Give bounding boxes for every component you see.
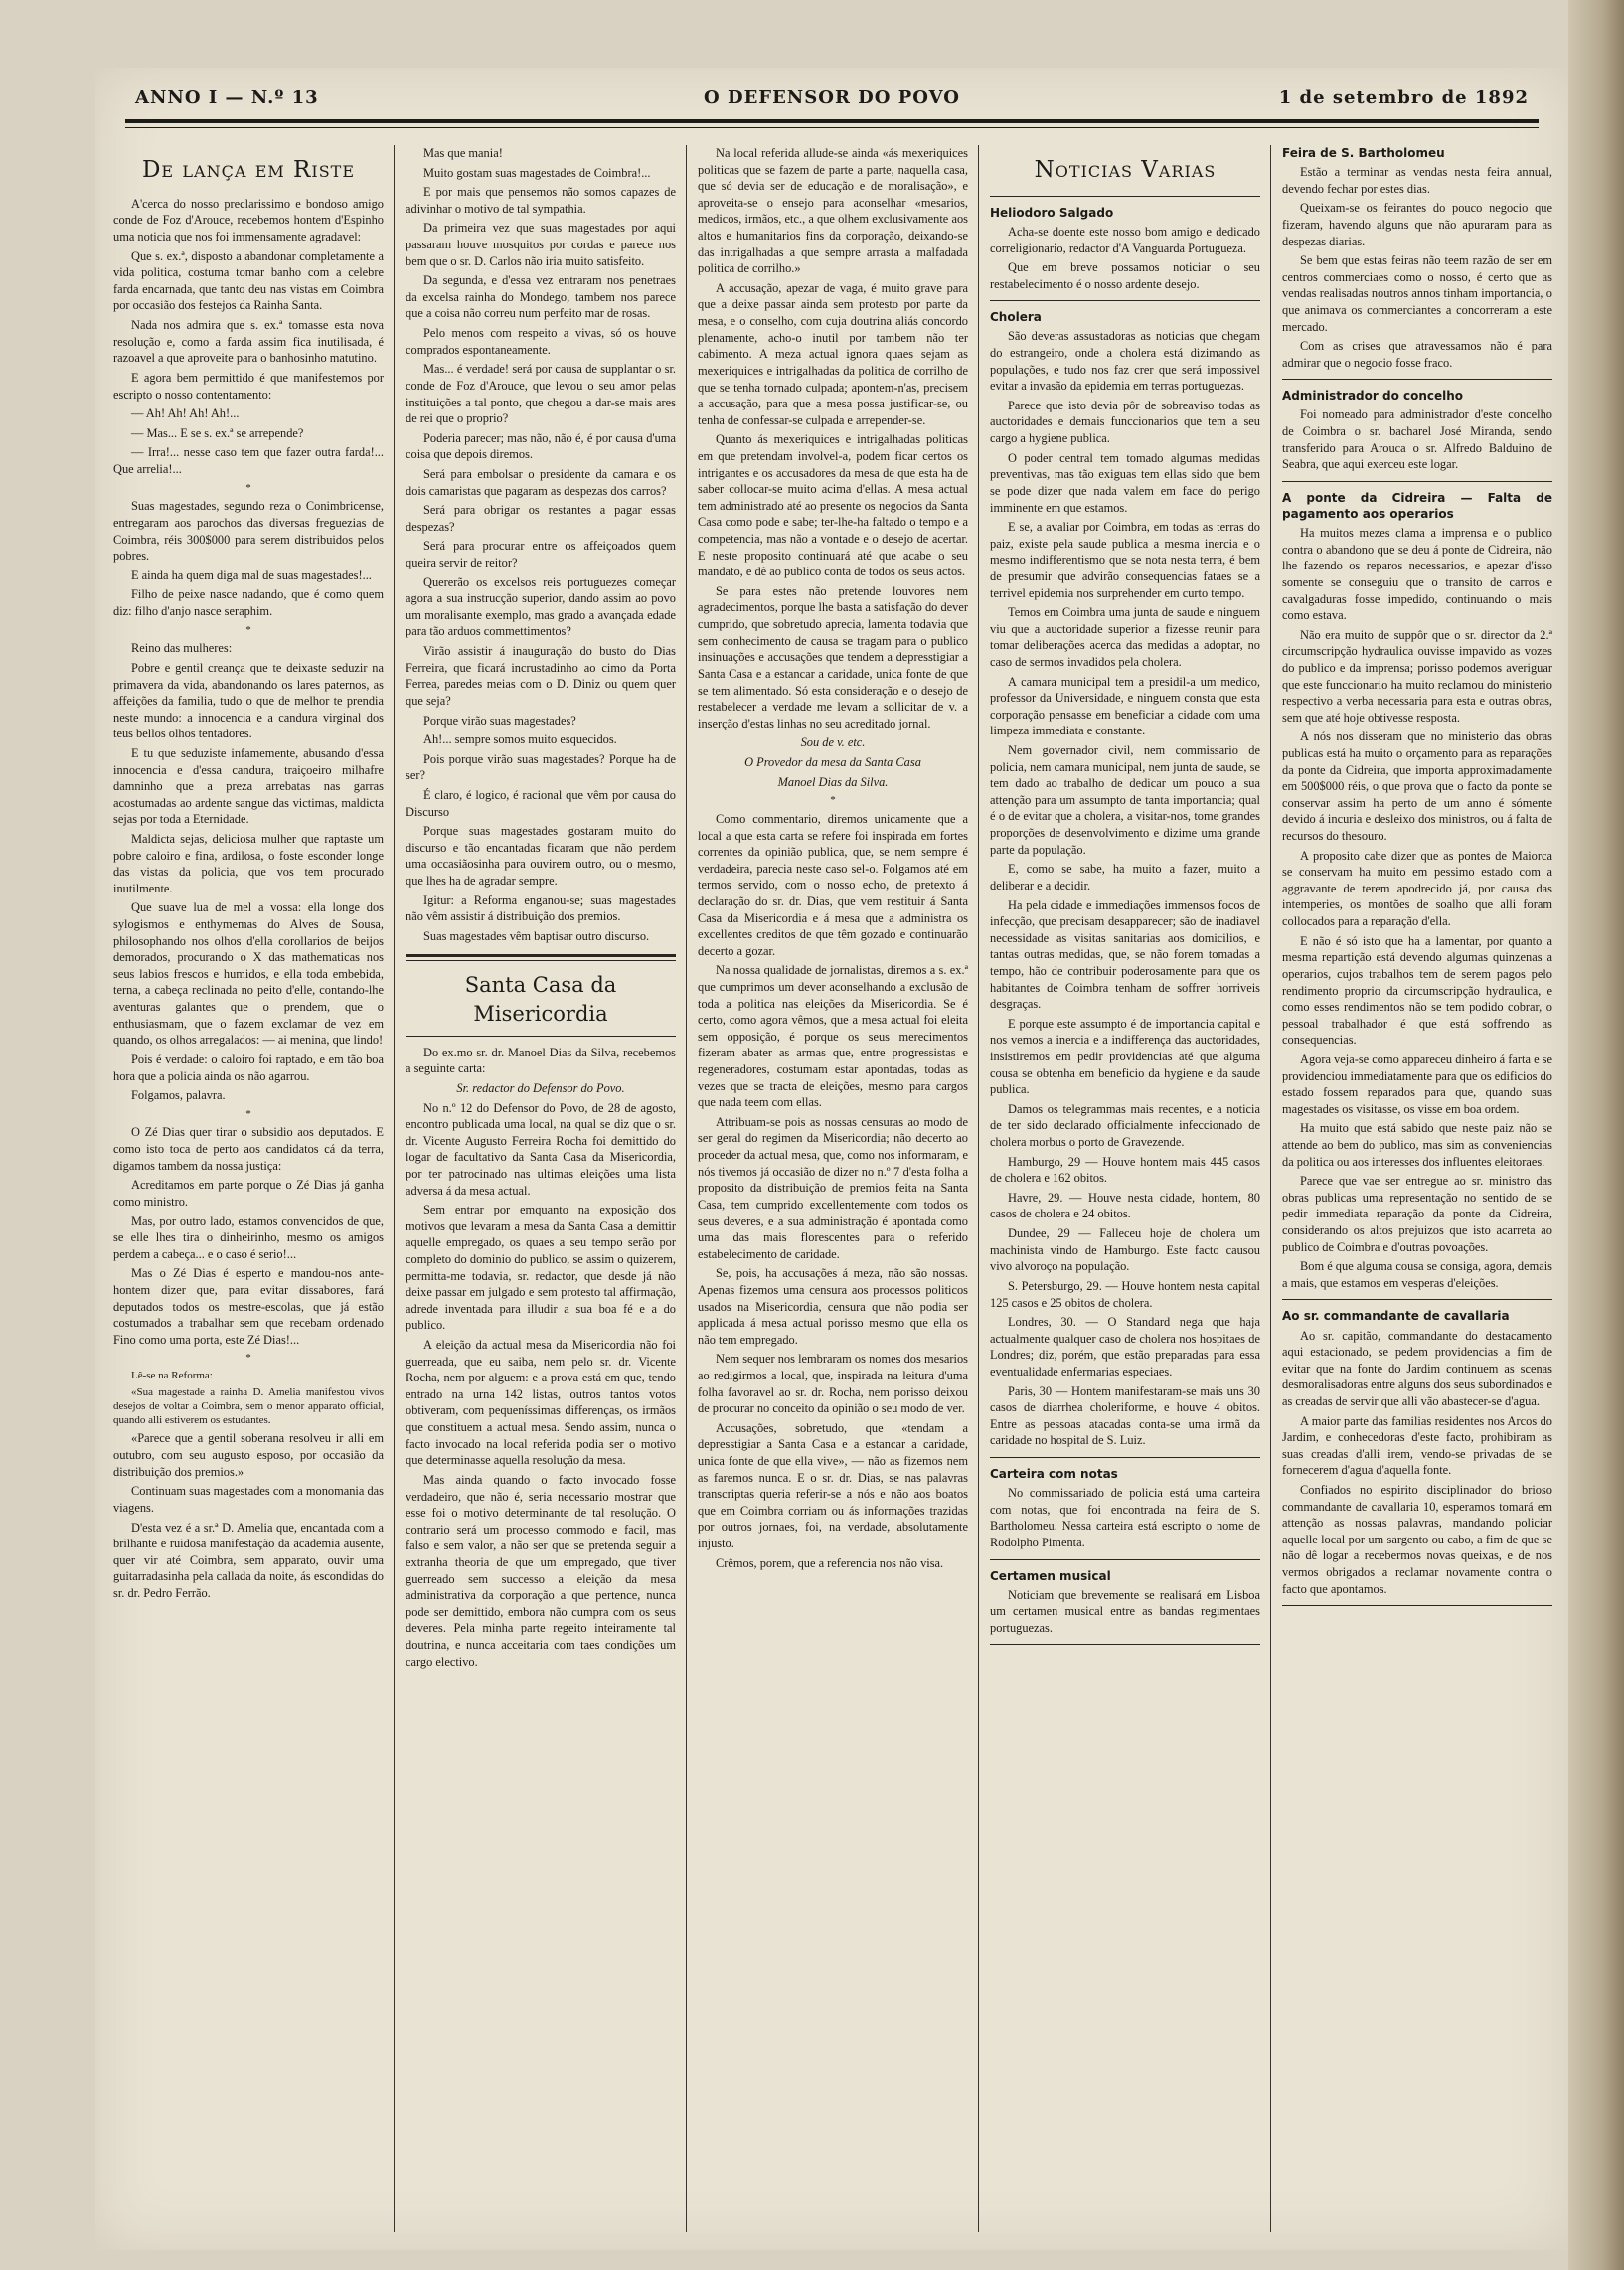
- paragraph: Mas... é verdade! será por causa de supplantar o sr. conde de Foz d'Arouce, que levou o seu amor pelas instituições a tal ponto, que chegou a dar-se mais ares de rei que o proprio?: [406, 362, 676, 426]
- section-rule: [990, 1457, 1260, 1458]
- separator-asterisk: *: [245, 623, 251, 636]
- section-rule: [1282, 1605, 1552, 1606]
- paragraph: Se para estes não pretende louvores nem agradecimentos, porque lhe basta a satisfação do dever cumprido, que sobretudo aprecia, lamenta todavia que sem conhecimento de causa se tragam para o publico insinuações e accusações que tendem a depresstigiar a Santa Casa e a estancar a caridade, unica fonte de que se tem alimentado. Só esta consideração e o desejo de restabelecer a verdade me levam a sollicitar de v. a inserção d'estas linhas no seu acreditado jornal.: [698, 583, 968, 730]
- column-2-letter: [406, 1045, 676, 1671]
- paragraph: E agora bem permittido é que manifestemos por escripto o nosso contentamento:: [113, 370, 384, 402]
- paragraph: Com as crises que atravessamos não é para admirar que o negocio fosse fraco.: [1282, 339, 1552, 370]
- paragraph: Accusações, sobretudo, que «tendam a depresstigiar a Santa Casa e a estancar a caridade, unica fonte de que ella vive», — não as fizemos nem as faremos nunca. E o sr. dr. Dias, se nas palavras transcriptas queria referir-se a nós e não aos boatos que em Coimbra corriam ou ás informações trazidas por outros jornaes, foi, na verdade, absolutamente injusto.: [698, 1420, 968, 1551]
- news-subheading: Administrador do concelho: [1282, 389, 1464, 404]
- column-1: [113, 145, 384, 2232]
- section-title-lanca: De lança em Riste: [141, 157, 356, 183]
- masthead-rule: [125, 119, 1539, 123]
- paragraph: E tu que seduziste infamemente, abusando d'essa innocencia e d'essa candura, traiçoeiro milhafre damninho que a preza arrebatas nas garras acostumadas ao ardente sangue das victimas, maldicta sejas por toda a Eternidade.: [113, 745, 384, 827]
- paragraph: E porque este assumpto é de importancia capital e nos vemos a inercia e a indifferença das auctoridades, insistiremos em pedir providencias até que alguma cousa se obtenha em beneficio da hygiene e da saude publica.: [990, 1016, 1260, 1097]
- paragraph: Havre, 29. — Houve nesta cidade, hontem, 80 casos de cholera e 24 obitos.: [990, 1190, 1260, 1221]
- paragraph: Ha muito que está sabido que neste paiz não se attende ao bem do publico, mas sim as conveniencias da politica ou aos interesses dos influentes eleitoraes.: [1282, 1121, 1552, 1169]
- paragraph: E, como se sabe, ha muito a fazer, muito a deliberar e a decidir.: [990, 862, 1260, 892]
- paragraph: — Ah! Ah! Ah! Ah!...: [131, 406, 240, 421]
- paragraph: Nem sequer nos lembraram os nomes dos mesarios ao redigirmos a local, que, inspirada na leitura d'uma folha favoravel ao sr. dr. Rocha, nem porisso deixou de procurar no conceito da opinião o seu modo de ver.: [698, 1352, 968, 1416]
- paragraph: Ah!... sempre somos muito esquecidos.: [423, 732, 617, 747]
- masthead-rule-thin: [125, 127, 1539, 128]
- newspaper-page: [95, 68, 1568, 2250]
- paragraph: Mas, por outro lado, estamos convencidos de que, se elle lhes tira o dinheirinho, mesmo os amigos perdem a cabeça... e o caso é serio!...: [113, 1214, 384, 1261]
- paragraph: Da primeira vez que suas magestades por aqui passaram houve mosquitos por cordas e parece nos bem que o sr. D. Carlos não iria muito satisfeito.: [406, 221, 676, 268]
- paragraph: Crêmos, porem, que a referencia nos não visa.: [716, 1555, 944, 1570]
- paragraph: Londres, 30. — O Standard nega que haja actualmente qualquer caso de cholera nos hospitaes de Londres; diz, porém, que estão preparadas para essa eventualidade enfermarias especiaes.: [990, 1315, 1260, 1378]
- news-subheading: Certamen musical: [990, 1568, 1111, 1583]
- paragraph: A accusação, apezar de vaga, é muito grave para que a deixe passar ainda sem protesto por parte da mesa, e o conselho, com cuja doutrina aliás concordo plenamente, acho-o inutil por tambem não ter cabimento. A meza actual ignora quaes sejam as mexeriquices e intrigalhadas da politica de corrilho de que se tenha tornado culpada; apontem-n'as, precisem a accusação, para que a mesa possa justificar-se, ou tenha de confessar-se culpada e arrepender-se.: [698, 280, 968, 427]
- paragraph: Temos em Coimbra uma junta de saude e ninguem viu que a auctoridade superior a fizesse reunir para tomar deliberações acerca das medidas a adoptar, no caso de sermos invadidos pela cholera.: [990, 605, 1260, 669]
- paragraph: A nós nos disseram que no ministerio das obras publicas está ha muito o orçamento para as reparações da ponte da Cidreira, que importa approximadamente em 500$000 réis, o que prova que o facto da ponte se conservar assim ha perto de um anno é sómente devido á incuria e desleixo dos ministros, ou á falta de recursos do thesouro.: [1282, 730, 1552, 844]
- paragraph: Que suave lua de mel a vossa: ella longe dos sylogismos e enthymemas do Alves de Sousa, philosophando nos olhos d'ella corollarios de beijos demorados, procurando o X das mathematicas nos seus labios frescos e humidos, e ella toda embebida, terna, a cabeça reclinada no peito d'elle, contando-lhe aventuras galantes que o prendem, que o enthusiasmam, que o fazem exclamar de vez em quando, os olhos arregalados: — ai menina, que lindo!: [113, 900, 384, 1048]
- paragraph: Queixam-se os feirantes do pouco negocio que fizeram, havendo alguns que não apuraram para as despezas diarias.: [1282, 201, 1552, 248]
- paragraph: Agora veja-se como appareceu dinheiro á farta e se providenciou immediatamente para que os edificios do estado fossem reparados para que, quando suas magestades os visitasse, os visse em boa ordem.: [1282, 1052, 1552, 1116]
- paragraph: Se bem que estas feiras não teem razão de ser em centros commerciaes como o nosso, é certo que as vendas realisadas noutros annos tinham importancia, o que animava os commerciantes a concorreram a este mercado.: [1282, 253, 1552, 334]
- title-underline: [406, 1036, 676, 1037]
- paragraph: Virão assistir á inauguração do busto do Dias Ferreira, que ficará incrustadinho ao cimo da Porta Ferrea, paredes meias com o D. Diniz ou quem quer que seja?: [406, 644, 676, 708]
- paragraph: «Sua magestade a rainha D. Amelia manifestou vivos desejos de voltar a Coimbra, sem o menor apparato official, quando alli estiverem os estudantes.: [113, 1386, 384, 1427]
- column-4: [990, 145, 1260, 2232]
- section-rule: [990, 300, 1260, 301]
- paragraph: Porque virão suas magestades?: [423, 713, 576, 728]
- paragraph: «Parece que a gentil soberana resolveu ir alli em outubro, com seu augusto esposo, por occasião da distribuição dos premios.»: [113, 1431, 384, 1479]
- paragraph: A camara municipal tem a presidil-a um medico, professor da Universidade, e ninguem consta que esta corporação pensasse em beneficiar a cidade com uma limpeza immediata e constante.: [990, 674, 1260, 738]
- paragraph: D'esta vez é a sr.ª D. Amelia que, encantada com a brilhante e ruidosa manifestação da academia ausente, quer vir até Coimbra, sem apparato, ouvir uma guitarradasinha pela callada da noite, ás escondidas do sr. dr. Pedro Ferrão.: [113, 1520, 384, 1600]
- paragraph: A eleição da actual mesa da Misericordia não foi guerreada, que eu saiba, nem pelo sr. dr. Vicente Rocha, nem por alguem: e a prova está em que, tendo entrado na urna 142 listas, outros tantos votos obtiveram, com pequeníssimas differenças, os irmãos que constituem a actual mesa. Sendo assim, nunca o facto invocado na local referida podia ser o motivo que determinasse aquella resolução da mesa.: [406, 1338, 676, 1468]
- paragraph: A proposito cabe dizer que as pontes de Maiorca se conservam ha muito em pessimo estado com a aggravante de terem apodrecido já, por causa das intemperies, os montões de soalho que alli foram collocados para a reparação d'ella.: [1282, 848, 1552, 929]
- column-5: [1282, 145, 1552, 2232]
- paragraph: Folgamos, palavra.: [131, 1088, 226, 1103]
- news-subheading: Carteira com notas: [990, 1467, 1118, 1482]
- column-2: [406, 145, 676, 2232]
- paragraph: Que s. ex.ª, disposto a abandonar completamente a vida politica, costuma tomar banho com a celebre farda encarnada, que tanto deu nas vistas em Coimbra por occasião dos festejos da Rainha Santa.: [113, 248, 384, 313]
- paragraph: Não era muito de suppôr que o sr. director da 2.ª circumscripção hydraulica ouvisse impavido as vozes do publico e da imprensa; porisso podemos averiguar que este funccionario ha muito reclamou do ministerio respectivo a verba necessaria para esta e outras obras, sem que até hoje obtivesse resposta.: [1282, 627, 1552, 725]
- paragraph: Bom é que alguma cousa se consiga, agora, demais a mais, que estamos em vesperas d'eleições.: [1282, 1259, 1552, 1290]
- section-title-misericordia: Santa Casa da Misericordia: [464, 973, 617, 1026]
- paragraph: Será para embolsar o presidente da camara e os dois camaristas que pagaram as despezas dos carros?: [406, 466, 676, 498]
- news-subheading: Ao sr. commandante de cavallaria: [1282, 1309, 1510, 1324]
- paragraph: Paris, 30 — Hontem manifestaram-se mais uns 30 casos de diarrhea choleriforme, e houve 4 obitos. Entre as pessoas atacadas conta-se uma irmã da caridade no hospital de S. Luiz.: [990, 1383, 1260, 1448]
- paragraph: Manoel Dias da Silva.: [777, 774, 889, 789]
- news-subheading: Heliodoro Salgado: [990, 205, 1114, 220]
- paragraph: Lê-se na Reforma:: [131, 1370, 213, 1382]
- paragraph: Se, pois, ha accusações á meza, não são nossas. Apenas fizemos uma censura aos processos politicos usados na Misericordia, censura que não podia ser applicada á mesa actual porisso mesmo que ella os não tem empregado.: [698, 1266, 968, 1347]
- newspaper-title: O DEFENSOR DO POVO: [704, 87, 960, 108]
- paragraph: Sou de v. etc.: [800, 735, 866, 750]
- paragraph: Poderia parecer; mas não, não é, é por causa d'uma coisa que depois diremos.: [406, 430, 676, 462]
- paragraph: Acreditamos em parte porque o Zé Dias já ganha como ministro.: [113, 1178, 384, 1209]
- paragraph: Na nossa qualidade de jornalistas, diremos a s. ex.ª que cumprimos um dever aconselhando a exclusão de toda a politica nas eleições da Misericordia. Se é certo, como agora vêmos, que a mesa actual foi eleita sem opposição, é porque os seus merecimentos fizeram abater as armas que, entre progressistas e regeneradores, costumam estar apontadas, todas as vezes que se tracta de eleições, mesmo para cargos que nada teem com ellas.: [698, 963, 968, 1110]
- paragraph: — Irra!... nesse caso tem que fazer outra farda!... Que arrelia!...: [113, 445, 384, 476]
- paragraph: Hamburgo, 29 — Houve hontem mais 445 casos de cholera e 162 obitos.: [990, 1154, 1260, 1186]
- paragraph: No commissariado de policia está uma carteira com notas, que foi encontrada na feira de S. Bartholomeu. Nessa carteira está escripto o nome de Rodolpho Pimenta.: [990, 1486, 1260, 1549]
- news-subheading: Cholera: [990, 310, 1042, 325]
- separator-asterisk: *: [245, 481, 251, 494]
- paragraph: São deveras assustadoras as noticias que chegam do estrangeiro, onde a cholera está dizimando as populações, e tudo nos faz crer que será impossivel evitar a invasão da epidemia em terras portuguezas.: [990, 329, 1260, 394]
- paragraph: Filho de peixe nasce nadando, que é como quem diz: filho d'anjo nasce seraphim.: [113, 587, 384, 618]
- paragraph: Acha-se doente este nosso bom amigo e dedicado correligionario, redactor d'A Vanguarda Portugueza.: [990, 224, 1260, 255]
- paragraph: E se, a avaliar por Coimbra, em todas as terras do paiz, existe pela saude publica a mesma inercia e o mesmo indifferentismo que se nota nesta terra, é bem de presumir que advirão consequencias fataes se a terrivel epidemia nos surprehender em curto tempo.: [990, 520, 1260, 600]
- column-divider: [686, 145, 687, 2232]
- paragraph: Mas que mania!: [423, 146, 503, 160]
- paragraph: A'cerca do nosso preclarissimo e bondoso amigo conde de Foz d'Arouce, recebemos hontem d'Espinho uma noticia que nos foi immensamente agradavel:: [113, 196, 384, 244]
- paragraph: — Mas... E se s. ex.ª se arrepende?: [131, 425, 304, 440]
- masthead: [135, 80, 1529, 113]
- paragraph: E por mais que pensemos não somos capazes de adivinhar o motivo de tal sympathia.: [406, 185, 676, 216]
- paragraph: O poder central tem tomado algumas medidas preventivas, mas tão exiguas tem ellas sido que bem se pode dizer que nada valem em face do perigo imminente em que estamos.: [990, 450, 1260, 515]
- paragraph: E ainda ha quem diga mal de suas magestades!...: [131, 568, 372, 582]
- column-3-body: [698, 145, 968, 1571]
- title-underline: [990, 196, 1260, 197]
- paragraph: Confiados no espirito disciplinador do brioso commandante de cavallaria 10, esperamos tomará em attenção as nossas palavras, mandando policiar aquelle local por um sargento ou cabo, a fim de que se não dê logar a recebermos novas queixas, e de nos vermos obrigados a reclamar novamente contra o facto que apontamos.: [1282, 1483, 1552, 1596]
- paragraph: Foi nomeado para administrador d'este concelho de Coimbra o sr. bacharel José Miranda, sendo transferido para Arouca o sr. Alfredo Balduino de Seabra, que aqui exerceu este logar.: [1282, 407, 1552, 472]
- paragraph: Ha muitos mezes clama a imprensa e o publico contra o abandono que se deu á ponte de Cidreira, não lhe fazendo os reparos necessarios, e apezar d'isso somente se conseguiu que o transito de carros e cavalgaduras fosse impedido, continuando o mais como estava.: [1282, 526, 1552, 623]
- column-3: [698, 145, 968, 2232]
- paragraph: Dundee, 29 — Falleceu hoje de cholera um machinista vindo de Hamburgo. Este facto causou vivo alvoroço na população.: [990, 1226, 1260, 1274]
- paragraph: A maior parte das familias residentes nos Arcos do Jardim, e conhecedoras d'este facto, prohibiram as suas creadas d'alli irem, vendo-se privadas de se fornecerem d'agua d'aquella fonte.: [1282, 1413, 1552, 1478]
- paragraph: S. Petersburgo, 29. — Houve hontem nesta capital 125 casos e 25 obitos de cholera.: [990, 1278, 1260, 1310]
- separator-asterisk: *: [245, 1352, 251, 1365]
- paragraph: Attribuam-se pois as nossas censuras ao modo de ser geral do regimen da Misericordia; não decerto ao proceder da actual mesa, que, como nos informaram, e nós tivemos já occasião de dizer no n.º 7 d'esta folha a proposito da distribuição de premios feita na Santa Casa, tem cumprido excellentemente com todos os seus deveres, e a sua administração é apontada como uma das mais florescentes para o referido estabelecimento de caridade.: [698, 1114, 968, 1261]
- paragraph: Ao sr. capitão, commandante do destacamento aqui estacionado, se pedem providencias a fim de evitar que na fonte do Jardim continuem as scenas desmoralisadoras entre alguns dos seus subordinados e as creadas de servir que alli vão abastecer-se d'agua.: [1282, 1328, 1552, 1408]
- paragraph: Na local referida allude-se ainda «ás mexeriquices politicas que se fazem de parte a parte, naquella casa, que só devia ser de educação e de moralisação», e aproveita-se o ensejo para aconselhar «mesarios, medicos, irmãos, etc., a que olhem exclusivamente aos altos e humanitarios fins da corporação, deixando-se das intrigalhadas a que sempre arrasta a malfadada politica de corrilho.»: [698, 146, 968, 276]
- paragraph: Reino das mulheres:: [131, 641, 233, 656]
- paragraph: Pois porque virão suas magestades? Porque ha de ser?: [406, 751, 676, 783]
- paragraph: Pois é verdade: o caloiro foi raptado, e em tão boa hora que a policia ainda os não agarrou.: [113, 1052, 384, 1083]
- separator-asterisk: *: [245, 1107, 251, 1120]
- paragraph: Mas ainda quando o facto invocado fosse verdadeiro, que não é, seria necessario mostrar que esse foi o motivo determinante de tal resolução. O contrario será um processo commodo e facil, mas falso e sem valor, a não ser que se pretenda seguir a extranha theoria de que um empregado, que tiver guerreado sem successo a eleição da mesa administrativa da corporação a que pertence, nunca pode ser demittido, embora não cumpra com os seus deveres. Pela minha parte regeito inteiramente tal doutrina, e nunca acceitaria com taes condições um cargo electivo.: [406, 1472, 676, 1669]
- page-edge-shadow: [1568, 0, 1624, 2270]
- paragraph: Suas magestades vêm baptisar outro discurso.: [423, 928, 650, 943]
- paragraph: Mas o Zé Dias é esperto e mandou-nos ante-hontem dizer que, para evitar dissabores, fará deputados todos os mestre-escolas, que já estão costumados a trabalhar sem que recebam ordenado Fino como uma porta, este Zé Dias!...: [113, 1266, 384, 1347]
- issue-date: 1 de setembro de 1892: [1278, 87, 1529, 108]
- paragraph: Parece que isto devia pôr de sobreaviso todas as auctoridades e demais funccionarios que tem a seu cargo a hygiene publica.: [990, 398, 1260, 446]
- section-divider: [406, 954, 676, 961]
- column-divider: [978, 145, 979, 2232]
- section-title-noticias: Noticias Varias: [1034, 157, 1217, 183]
- news-subheading: Feira de S. Bartholomeu: [1282, 146, 1445, 160]
- column-divider: [394, 145, 395, 2232]
- paragraph: Ha pela cidade e immediações immensos focos de infecção, que precisam desapparecer; são de inadiavel necessidade as visitas sanitarias aos domicilios, e tantas outras medidas, que, se não forem tomadas a tempo, hão de contribuir poderosamente para que os habitantes de Coimbra tenham de soffrer horriveis desgraças.: [990, 897, 1260, 1012]
- paragraph: Pelo menos com respeito a vivas, só os houve comprados espontaneamente.: [406, 326, 676, 357]
- paragraph: Porque suas magestades gostaram muito do discurso e tão encantadas ficaram que não perdem uma occasiãosinha para ouvirem outro, ou o mesmo, que lhes ha de agradar sempre.: [406, 824, 676, 888]
- paragraph: No n.º 12 do Defensor do Povo, de 28 de agosto, encontro publicada uma local, na qual se diz que o sr. dr. Vicente Augusto Ferreira Rocha foi demittido do logar de facultativo da Santa Casa da Misericordia, por ter patrocinado nas ultimas eleições uma lista adversa á da mesa actual.: [406, 1100, 676, 1198]
- column-4-body: [990, 205, 1260, 1646]
- paragraph: Que em breve possamos noticiar o seu restabelecimento é o nosso ardente desejo.: [990, 260, 1260, 291]
- paragraph: Sem entrar por emquanto na exposição dos motivos que levaram a mesa da Santa Casa a demittir aquelle empregado, os quaes a seu tempo serão por completo do dominio do publico, se assim o quizerem, permitta-me todavia, sr. redactor, que desde já não deixe passar em julgado e sem protesto tal affirmação, adrede inventada para illudir a sua boa fé e a do publico.: [406, 1203, 676, 1333]
- paragraph: O Zé Dias quer tirar o subsidio aos deputados. E como isto toca de perto aos candidatos cá da terra, digamos tambem da nossa justiça:: [113, 1125, 384, 1173]
- paragraph: Da segunda, e d'essa vez entraram nos penetraes da excelsa rainha do Mondego, tambem nos parece que a coisa não correu num perfeito mar de rosas.: [406, 273, 676, 321]
- paragraph: Será para obrigar os restantes a pagar essas despezas?: [406, 503, 676, 534]
- column-1-body: [113, 196, 384, 1602]
- paragraph: Parece que vae ser entregue ao sr. ministro das obras publicas uma representação no sentido de se pedir immediata reparação da ponte da Cidreira, considerando os altos prejuizos que isto acarreta ao publico de Coimbra e d'outras povoações.: [1282, 1174, 1552, 1254]
- column-divider: [1270, 145, 1271, 2232]
- paragraph: Maldicta sejas, deliciosa mulher que raptaste um pobre caloiro e fina, ardilosa, o foste esconder longe das vistas da policia, que vos tem procurado inutilmente.: [113, 832, 384, 895]
- paragraph: Será para procurar entre os affeiçoados quem queira servir de reitor?: [406, 539, 676, 570]
- paragraph: Muito gostam suas magestades de Coimbra!...: [423, 165, 651, 180]
- column-5-body: [1282, 145, 1552, 1606]
- paragraph: Quererão os excelsos reis portuguezes começar agora a sua instrucção superior, dando assim ao povo um moralisante exemplo, mas grado a avançada edade para tão arduos commettimentos?: [406, 574, 676, 639]
- paragraph: Quanto ás mexeriquices e intrigalhadas politicas em que pretendam involvel-a, podem ficar certos os intrigantes e os accusadores da mesa de que esta ha de saber collocar-se muito acima d'ellas. A mesa actual tem administrado até ao presente os negocios da Santa Casa como pode e sabe; ter-lhe-ha faltado o tempo e a competencia, mas não a vontade e o desejo de acertar. E neste proposito continuará até que acabe o seu mandato, e dê ao publico conta de todos os seus actos.: [698, 432, 968, 579]
- paragraph: É claro, é logico, é racional que vêm por causa do Discurso: [406, 787, 676, 819]
- paragraph: Suas magestades, segundo reza o Conimbricense, entregaram aos parochos das diversas freguezias de Coimbra, réis 300$000 para serem distribuidos pelos pobres.: [113, 499, 384, 564]
- issue-number: ANNO I — N.º 13: [135, 87, 319, 108]
- paragraph: E não é só isto que ha a lamentar, por quanto a mesma repartição está devendo algumas quinzenas a operarios, cujos trabalhos tem de serem pagos pelo rendimento proprio da circumscripção hydraulica, e como esses rendimentos não se tem podido cobrar, o pessoal trabalhador é que está soffrendo as consequencias.: [1282, 933, 1552, 1048]
- news-subheading: A ponte da Cidreira — Falta de pagamento aos operarios: [1282, 490, 1552, 521]
- section-rule: [1282, 481, 1552, 482]
- paragraph: Sr. redactor do Defensor do Povo.: [456, 1080, 625, 1095]
- paragraph: Do ex.mo sr. dr. Manoel Dias da Silva, recebemos a seguinte carta:: [406, 1045, 676, 1076]
- paragraph: O Provedor da mesa da Santa Casa: [744, 754, 921, 769]
- paragraph: Como commentario, diremos unicamente que a local a que esta carta se refere foi inspirada em fortes correntes da opinião publica, que, se nem sempre é verdadeira, parecia neste caso sel-o. Folgamos até em termos servido, com o nosso echo, de pretexto á declaração do sr. dr. Dias, que vem restituir á Santa Casa da Misericordia e á mesa que a administra os excellentes creditos de que têm gozado e continuarão decerto a gozar.: [698, 811, 968, 958]
- paragraph: Estão a terminar as vendas nesta feira annual, devendo fechar por estes dias.: [1282, 165, 1552, 196]
- paragraph: Nem governador civil, nem commissario de policia, nem camara municipal, nem junta de saude, se tem dado ao trabalho de dedicar um pouco a sua attenção para um assumpto de tanta importancia; qual é o de evitar que a cholera, a visitar-nos, tome grandes proporções de desenvolvimento e dizime uma grande parte da população.: [990, 743, 1260, 857]
- paragraph: Continuam suas magestades com a monomania das viagens.: [113, 1484, 384, 1515]
- column-2-body: [406, 145, 676, 944]
- section-rule: [990, 1559, 1260, 1560]
- paragraph: Noticiam que brevemente se realisará em Lisboa um certamen musical entre as bandas regimentaes portuguezas.: [990, 1587, 1260, 1635]
- paragraph: Pobre e gentil creança que te deixaste seduzir na primavera da vida, abandonando os lares paternos, as affeições da familia, tudo o que de melhor te prendia neste mundo: a innocencia e a candura virginal dos teus bellos olhos tentadores.: [113, 660, 384, 741]
- paragraph: Igitur: a Reforma enganou-se; suas magestades não vêm assistir á distribuição dos premios.: [406, 892, 676, 924]
- paragraph: Damos os telegrammas mais recentes, e a noticia de ter sido declarado officialmente infeccionado de cholera morbus o porto de Gravezende.: [990, 1101, 1260, 1150]
- paragraph: Nada nos admira que s. ex.ª tomasse esta nova resolução e, como a farda assim fica inutilisada, é razoavel a que aproveite para o banhosinho matutino.: [113, 318, 384, 366]
- section-rule: [990, 1644, 1260, 1645]
- section-rule: [1282, 1299, 1552, 1300]
- section-rule: [1282, 379, 1552, 380]
- separator-asterisk: *: [830, 794, 836, 807]
